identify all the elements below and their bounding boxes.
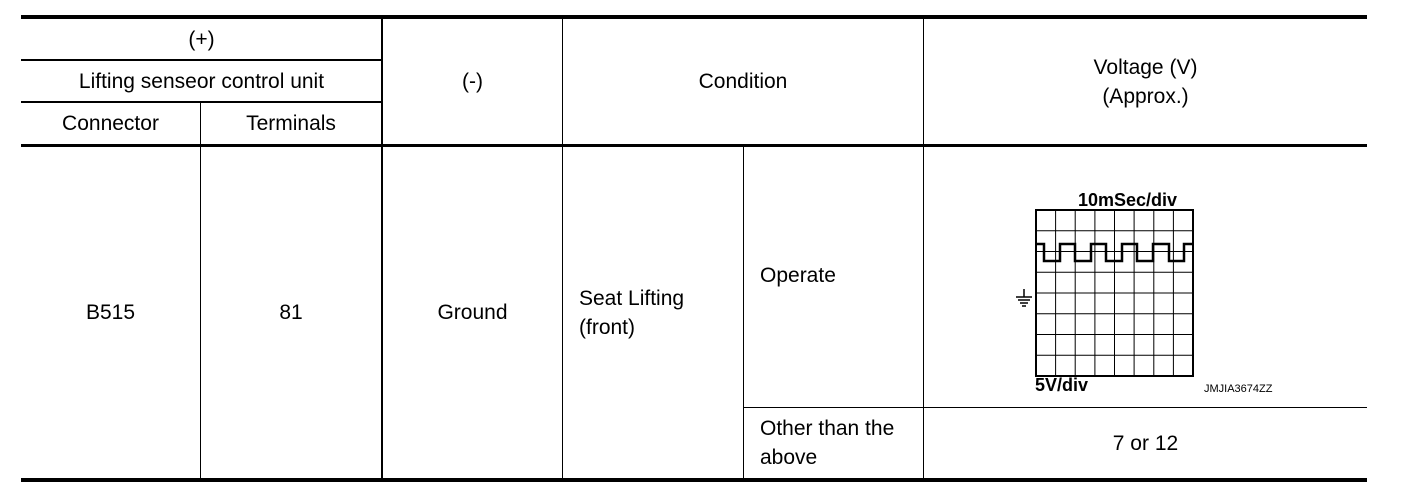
waveform-figure bbox=[1012, 186, 1302, 398]
cell-connector bbox=[21, 147, 200, 478]
header-minus-text: (-) bbox=[462, 70, 483, 93]
figure-code: JMJIA3674ZZ bbox=[1204, 383, 1273, 395]
header-unit bbox=[21, 61, 382, 101]
volt-div-label: 5V/div bbox=[1035, 375, 1089, 395]
terminal-value: 81 bbox=[279, 301, 303, 324]
operate-label: Operate bbox=[760, 263, 836, 287]
cell-other-voltage bbox=[924, 408, 1367, 478]
connector-value: B515 bbox=[85, 301, 136, 324]
cell-operate bbox=[760, 147, 920, 403]
condition-line2: (front) bbox=[579, 315, 636, 339]
header-condition bbox=[563, 19, 923, 144]
header-plus bbox=[21, 19, 382, 59]
cell-minus bbox=[383, 147, 562, 478]
header-voltage-line2: (Approx.) bbox=[1102, 84, 1189, 108]
col-rule-condition bbox=[743, 145, 744, 479]
header-condition-text: Condition bbox=[698, 70, 788, 93]
header-minus bbox=[383, 19, 562, 144]
condition-line1: Seat Lifting bbox=[579, 286, 685, 310]
header-terminals-text: Terminals bbox=[246, 112, 336, 135]
cell-other bbox=[760, 408, 920, 478]
header-plus-text: (+) bbox=[188, 27, 215, 51]
cell-condition bbox=[579, 147, 739, 478]
header-connector-text: Connector bbox=[62, 112, 159, 135]
header-connector bbox=[21, 103, 200, 144]
cell-terminal bbox=[201, 147, 381, 478]
minus-value: Ground bbox=[437, 301, 508, 324]
table-bottom-border bbox=[21, 478, 1367, 482]
other-line1: Other than the bbox=[760, 417, 895, 440]
header-voltage-line1: Voltage (V) bbox=[1093, 55, 1198, 79]
other-line2: above bbox=[760, 446, 818, 469]
time-div-label: 10mSec/div bbox=[1078, 190, 1178, 210]
scope-grid bbox=[1012, 186, 1302, 398]
header-voltage bbox=[924, 19, 1367, 144]
header-unit-text: Lifting senseor control unit bbox=[78, 69, 325, 93]
header-terminals bbox=[201, 103, 381, 144]
other-voltage-value: 7 or 12 bbox=[1112, 431, 1179, 455]
ground-icon bbox=[1016, 289, 1032, 306]
